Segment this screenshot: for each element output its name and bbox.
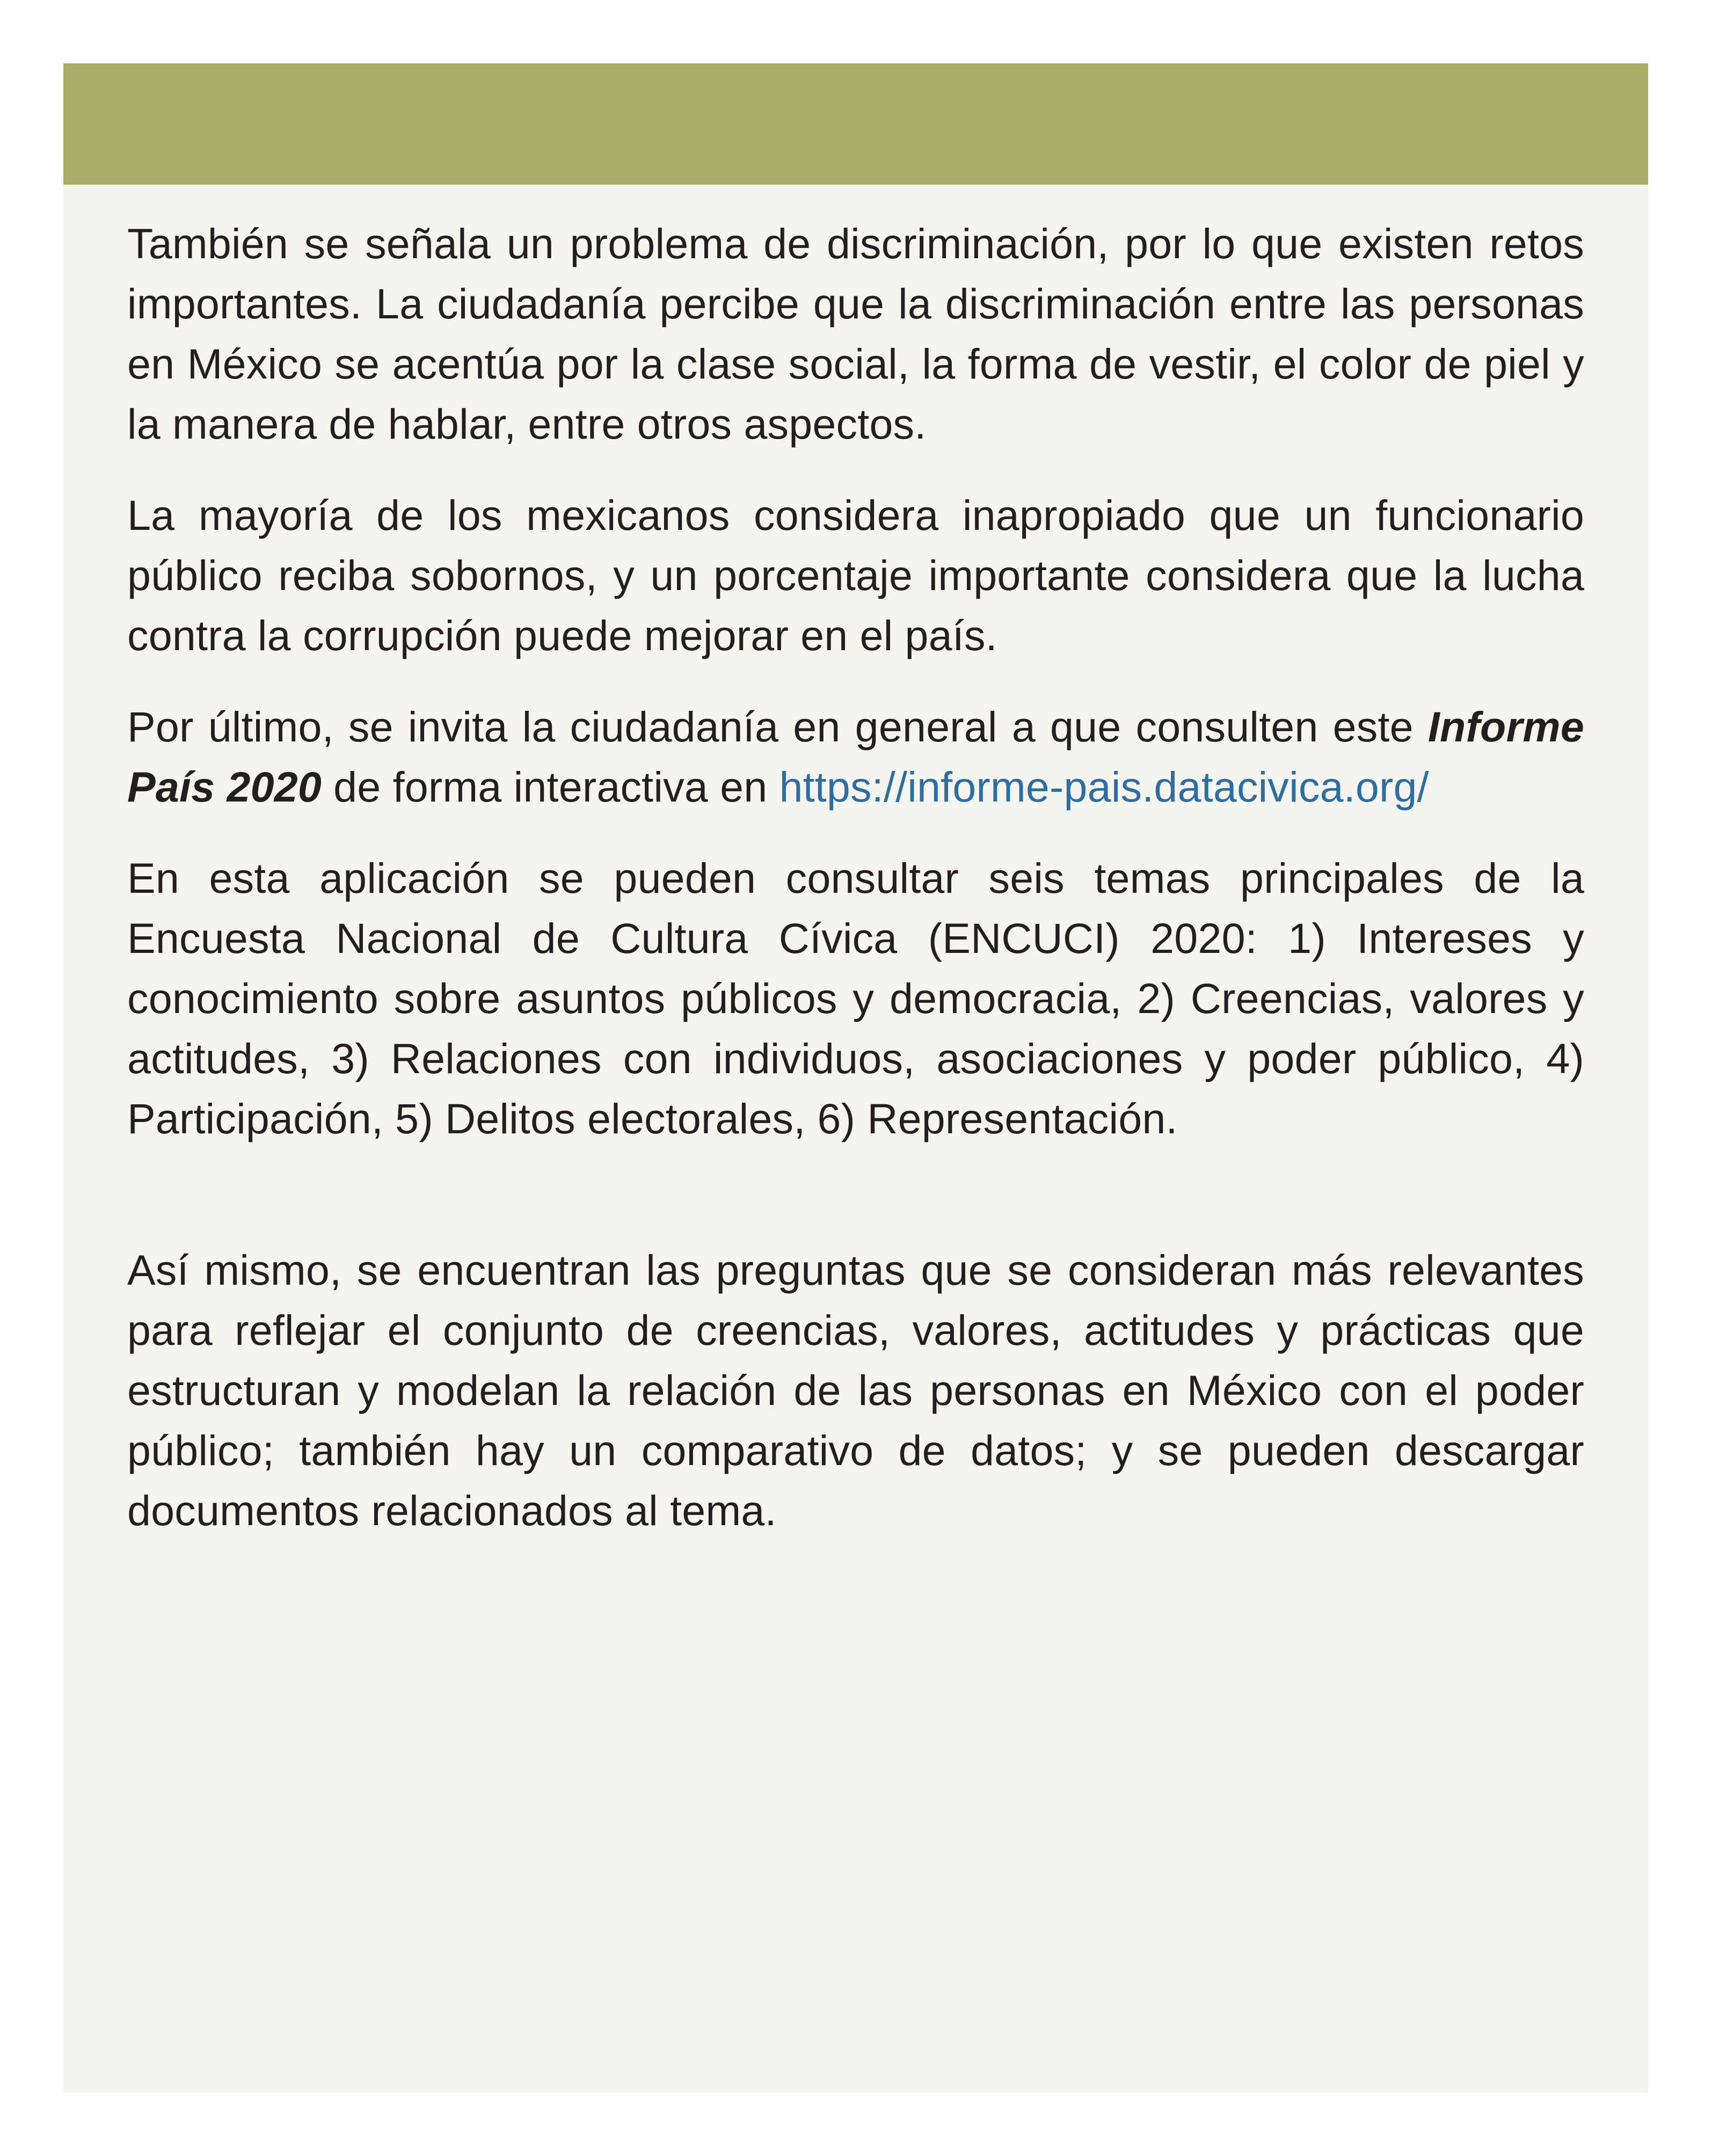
- paragraph-topics: En esta aplicación se pueden consultar seis temas principales de la Encuesta Nacional de Cultura Cívica (ENCUCI) 2020: 1) Intereses y conocimiento sobre asuntos públicos y democracia, 2) Creencias, valores y actitudes, 3) Relaciones con individuos, asociaciones y poder público, 4) Participación, 5) Delitos electorales, 6) Representación.: [127, 854, 1584, 1142]
- report-link[interactable]: https://informe-pais.datacivica.org/: [779, 763, 1429, 811]
- paragraph-invitation: [127, 697, 1584, 817]
- page-panel: [63, 63, 1648, 2093]
- invitation-text-middle: de forma interactiva en: [322, 763, 779, 811]
- paragraph-discrimination: También se señala un problema de discriminación, por lo que existen retos importantes. La ciudadanía percibe que la discriminación entre las personas en México se acentúa por la clase social, la forma de vestir, el color de piel y la manera de hablar, entre otros aspectos.: [127, 220, 1584, 448]
- body-text: [127, 214, 1584, 1572]
- header-band: [63, 63, 1648, 185]
- report-title: Informe País 2020: [127, 703, 1584, 811]
- paragraph-corruption: La mayoría de los mexicanos considera inapropiado que un funcionario público reciba sobornos, y un porcentaje importante considera que la lucha contra la corrupción puede mejorar en el país.: [127, 491, 1584, 659]
- invitation-text-start: Por último, se invita la ciudadanía en general a que consulten este: [127, 703, 1428, 751]
- paragraph-questions: Así mismo, se encuentran las preguntas que se consideran más relevantes para reflejar el conjunto de creencias, valores, actitudes y prácticas que estructuran y modelan la relación de las personas en México con el poder público; también hay un comparativo de datos; y se pueden descargar documentos relacionados al tema.: [127, 1246, 1584, 1534]
